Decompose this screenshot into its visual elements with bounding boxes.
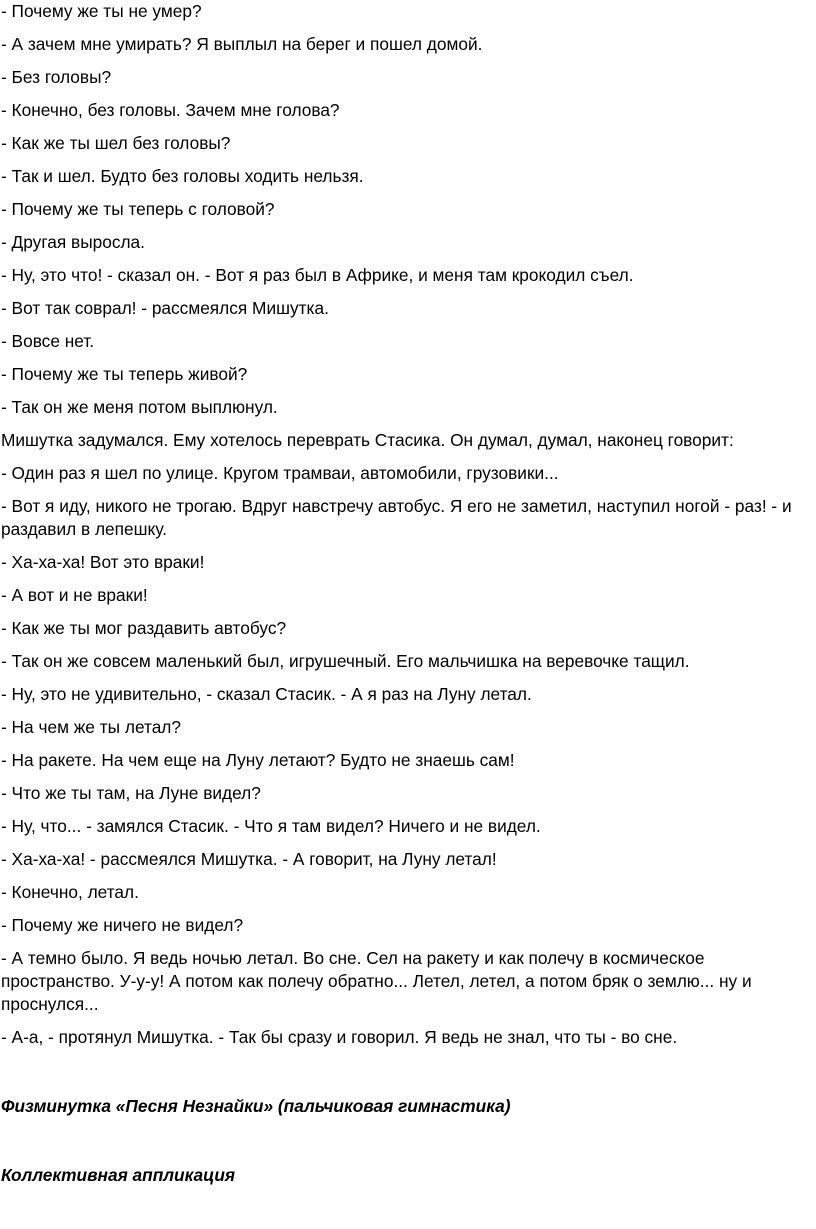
dialogue-line: - Почему же ты теперь живой? [1, 364, 248, 384]
dialogue-line: - Так он же меня потом выплюнул. [1, 397, 278, 417]
dialogue-line: - Так и шел. Будто без головы ходить нельзя. [1, 166, 364, 186]
dialogue-line: - На чем же ты летал? [1, 717, 182, 737]
dialogue-line: - Так он же совсем маленький был, игрушечный. Его мальчишка на веревочке тащил. [1, 651, 690, 671]
dialogue-line: - Один раз я шел по улице. Кругом трамваи, автомобили, грузовики... [1, 463, 559, 483]
section-heading-applikatsiya: Коллективная аппликация [1, 1165, 236, 1185]
dialogue-line: - Почему же ты теперь с головой? [1, 199, 275, 219]
dialogue-line: - Конечно, без головы. Зачем мне голова? [1, 100, 340, 120]
dialogue-line: - Как же ты мог раздавить автобус? [1, 618, 287, 638]
dialogue-line: - Что же ты там, на Луне видел? [1, 783, 261, 803]
dialogue-line: - Ну, это что! - сказал он. - Вот я раз был в Африке, и меня там крокодил съел. [1, 265, 634, 285]
dialogue-line: - На ракете. На чем еще на Луну летают? Будто не знаешь сам! [1, 750, 515, 770]
dialogue-line: - А темно было. Я ведь ночью летал. Во сне. Сел на ракету и как полечу в космическое пространство. У-у-у! А потом как полечу обратно... Летел, летел, а потом бряк о землю... ну и проснулся... [1, 948, 752, 1014]
dialogue-line: - Почему же ты не умер? [1, 1, 202, 21]
dialogue-line: - А вот и не враки! [1, 585, 148, 605]
dialogue-line: - Как же ты шел без головы? [1, 133, 231, 153]
dialogue-line: - А зачем мне умирать? Я выплыл на берег и пошел домой. [1, 34, 483, 54]
dialogue-line: - Ну, что... - замялся Стасик. - Что я там видел? Ничего и не видел. [1, 816, 541, 836]
dialogue-line: - Конечно, летал. [1, 882, 139, 902]
dialogue-line: - Ха-ха-ха! Вот это враки! [1, 552, 205, 572]
section-heading-fizminutka: Физминутка «Песня Незнайки» (пальчиковая гимнастика) [1, 1096, 511, 1116]
dialogue-line: - А-а, - протянул Мишутка. - Так бы сразу и говорил. Я ведь не знал, что ты - во сне. [1, 1027, 678, 1047]
dialogue-line: - Вот так соврал! - рассмеялся Мишутка. [1, 298, 329, 318]
dialogue-line: - Ну, это не удивительно, - сказал Стасик. - А я раз на Луну летал. [1, 684, 532, 704]
dialogue-line: - Вовсе нет. [1, 331, 95, 351]
dialogue-line: - Почему же ничего не видел? [1, 915, 244, 935]
dialogue-line: - Вот я иду, никого не трогаю. Вдруг навстречу автобус. Я его не заметил, наступил ногой - раз! - и раздавил в лепешку. [1, 496, 792, 539]
dialogue-line: - Другая выросла. [1, 232, 145, 252]
dialogue-line: - Ха-ха-ха! - рассмеялся Мишутка. - А говорит, на Луну летал! [1, 849, 497, 869]
dialogue-line: - Без головы? [1, 67, 112, 87]
narration-paragraph: Мишутка задумался. Ему хотелось переврать Стасика. Он думал, думал, наконец говорит: [1, 430, 734, 450]
